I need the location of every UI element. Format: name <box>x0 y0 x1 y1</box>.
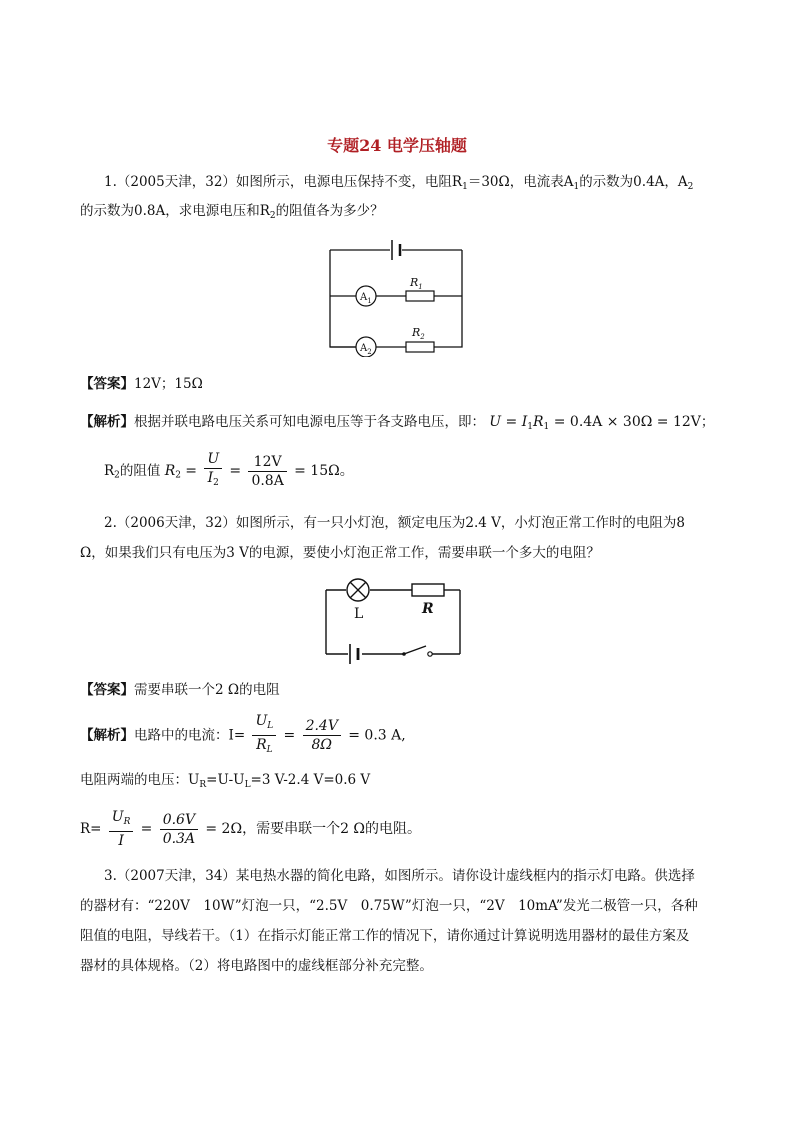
q3-text-line3: 阻值的电阻，导线若干。（1）在指示灯能正常工作的情况下，请你通过计算说明选用器材的最佳方案及 <box>80 928 690 944</box>
lamp-icon <box>347 579 369 601</box>
q2-analysis-voltage: 电阻两端的电压：$U_R=U-U_L=3$ V-2.4 V=0.6 V <box>80 772 371 790</box>
resistor-r2-label: $R_2$ <box>412 326 425 341</box>
q1-text-line2: 的示数为0.8A，求电源电压和$R_2$的阻值各为多少？ <box>80 203 384 221</box>
ammeter-a2-label: $A_2$ <box>360 343 372 356</box>
q2-switch-blade <box>404 646 426 654</box>
q1-fraction-u-over-i2: $\frac{U}{I_2}$ <box>204 450 222 492</box>
q1-answer: 【答案】12V；15Ω <box>80 376 203 392</box>
q1-circuit-diagram <box>320 232 470 357</box>
q2-switch-pivot <box>402 652 406 656</box>
q1-wire-frame <box>330 250 462 347</box>
q3-text-line2: 的器材有：“220V 10W”灯泡一只，“2.5V 0.75W”灯泡一只，“2V 10mA”发光二极管一只，各种 <box>80 898 698 914</box>
q3-text-line4: 器材的具体规格。（2）将电路图中的虚线框部分补充完整。 <box>80 958 433 974</box>
resistor-r1-label: $R_1$ <box>410 276 423 291</box>
resistor-r2-icon <box>406 342 434 352</box>
resistor-r1-icon <box>406 291 434 301</box>
q3-text-line1: 3.（2007天津，34）某电热水器的简化电路，如图所示。请你设计虚线框内的指示灯电路。供选择 <box>104 868 695 884</box>
q2-answer: 【答案】需要串联一个2 Ω的电阻 <box>80 682 280 698</box>
q2-fraction-values: $\frac{2.4V}{8\Omega}$ <box>303 717 341 754</box>
q2-analysis-current: 【解析】电路中的电流：I= $\frac{U_L}{R_L}$ = $\frac{2.4V}{8\Omega}$ = 0.3 A, <box>80 712 406 759</box>
q1-text-line1: 1.（2005天津，32）如图所示，电源电压保持不变，电阻$R_1=30\Omega$，电流表$A_1$的示数为0.4A，$A_2$ <box>104 174 694 192</box>
ammeter-a1-label: $A_1$ <box>360 292 372 305</box>
q2-fraction-r-values: $\frac{0.6V}{0.3A}$ <box>160 811 198 848</box>
resistor-r-label: R <box>422 601 434 617</box>
page-title: 专题24 电学压轴题 <box>327 136 467 155</box>
q2-text-line1: 2.（2006天津，32）如图所示，有一只小灯泡，额定电压为2.4 V，小灯泡正常工作时的电阻为8 <box>104 515 686 531</box>
q1-fraction-values: $\frac{12V}{0.8A}$ <box>248 453 286 490</box>
q2-fraction-ur-over-i: $\frac{U_R}{I}$ <box>109 808 134 850</box>
q2-analysis-resistance: R= $\frac{U_R}{I}$ = $\frac{0.6V}{0.3A}$ = 2Ω，需要串联一个2 Ω的电阻。 <box>80 809 422 849</box>
resistor-r-icon <box>412 584 444 596</box>
q2-text-line2: Ω，如果我们只有电压为3 V的电源，要使小灯泡正常工作，需要串联一个多大的电阻？ <box>80 545 600 561</box>
lamp-label: L <box>354 606 364 622</box>
q2-circuit-diagram <box>318 576 468 666</box>
q2-fraction-ul-over-rl: $\frac{U_L}{R_L}$ <box>252 712 276 759</box>
q1-analysis: 【解析】根据并联电路电压关系可知电源电压等于各支路电压，即： $U = I_1R_1 = 0.4A \times 30\Omega = 12V$； <box>80 414 715 432</box>
q2-switch-contact <box>428 652 432 656</box>
q1-r2-formula: $R_2$的阻值 $R_2$ = $\frac{U}{I_2}$ = $\frac{12V}{0.8A}$ = 15Ω。 <box>104 450 354 492</box>
